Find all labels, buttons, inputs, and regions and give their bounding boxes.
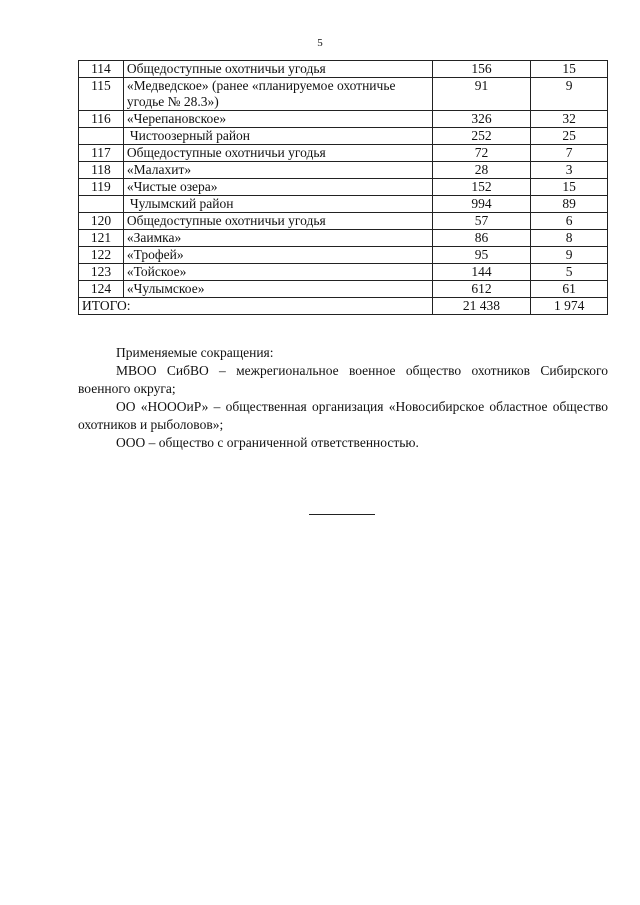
table-total-row [79,298,608,315]
row-value-a-cell: 144 [432,264,531,281]
notes-heading: Применяемые сокращения: [116,345,274,360]
table-row [79,179,608,196]
row-number-cell: 117 [79,145,124,162]
row-value-a-cell: 252 [432,128,531,145]
row-name-cell: Общедоступные охотничьи угодья [123,61,432,78]
row-value-b-cell: 25 [531,128,608,145]
row-value-b-cell: 32 [531,111,608,128]
row-value-a-cell: 326 [432,111,531,128]
row-value-a-cell: 156 [432,61,531,78]
row-value-b-cell: 89 [531,196,608,213]
row-value-b-cell: 9 [531,247,608,264]
row-number-cell: 119 [79,179,124,196]
table-row [79,78,608,111]
note-mvoo-sibvo: МВОО СибВО – межрегиональное военное общество охотников Сибирского военного округа; [78,363,608,396]
table-row-district [79,196,608,213]
row-value-b-cell: 15 [531,179,608,196]
row-name-cell: «Чулымское» [123,281,432,298]
total-label-cell: ИТОГО: [79,298,433,315]
row-value-a-cell: 994 [432,196,531,213]
row-number-cell: 116 [79,111,124,128]
row-value-b-cell: 61 [531,281,608,298]
row-value-a-cell: 57 [432,213,531,230]
end-divider-line [309,514,375,515]
row-value-a-cell: 91 [432,78,531,111]
row-value-a-cell: 152 [432,179,531,196]
row-name-cell: «Черепановское» [123,111,432,128]
abbreviations-notes [78,344,608,452]
row-value-b-cell: 3 [531,162,608,179]
table-row [79,145,608,162]
row-value-a-cell: 28 [432,162,531,179]
page-number: 5 [317,37,323,49]
row-number-cell: 123 [79,264,124,281]
row-value-a-cell: 72 [432,145,531,162]
row-value-b-cell: 15 [531,61,608,78]
total-value-b-cell: 1 974 [531,298,608,315]
row-name-cell: «Тойское» [123,264,432,281]
row-name-cell: Общедоступные охотничьи угодья [123,213,432,230]
row-name-cell: «Трофей» [123,247,432,264]
row-number-cell [79,196,124,213]
total-value-a-cell: 21 438 [432,298,531,315]
note-oo-noooir: ОО «НОООиР» – общественная организация «Новосибирское областное общество охотников и рыболовов»; [78,399,608,432]
row-name-cell: «Чистые озера» [123,179,432,196]
row-number-cell [79,128,124,145]
table-row-district [79,128,608,145]
table-body [79,61,608,315]
table-row [79,281,608,298]
row-value-b-cell: 9 [531,78,608,111]
row-name-cell: «Заимка» [123,230,432,247]
hunting-grounds-table [78,60,608,315]
row-value-a-cell: 612 [432,281,531,298]
row-number-cell: 124 [79,281,124,298]
row-name-cell: Общедоступные охотничьи угодья [123,145,432,162]
row-value-b-cell: 7 [531,145,608,162]
row-name-cell: «Медведское» (ранее «планируемое охотничье угодье № 28.3») [123,78,432,111]
row-value-a-cell: 95 [432,247,531,264]
table-row [79,264,608,281]
row-name-cell: Чистоозерный район [123,128,432,145]
table-row [79,111,608,128]
note-ooo: ООО – общество с ограниченной ответственностью. [116,435,419,450]
row-name-cell: Чулымский район [123,196,432,213]
table-row [79,230,608,247]
row-value-b-cell: 8 [531,230,608,247]
row-name-cell: «Малахит» [123,162,432,179]
row-value-b-cell: 5 [531,264,608,281]
row-value-a-cell: 86 [432,230,531,247]
table-row [79,61,608,78]
table-row [79,247,608,264]
row-number-cell: 120 [79,213,124,230]
table-row [79,213,608,230]
row-number-cell: 118 [79,162,124,179]
row-number-cell: 115 [79,78,124,111]
row-number-cell: 121 [79,230,124,247]
row-number-cell: 114 [79,61,124,78]
row-number-cell: 122 [79,247,124,264]
table-row [79,162,608,179]
row-value-b-cell: 6 [531,213,608,230]
